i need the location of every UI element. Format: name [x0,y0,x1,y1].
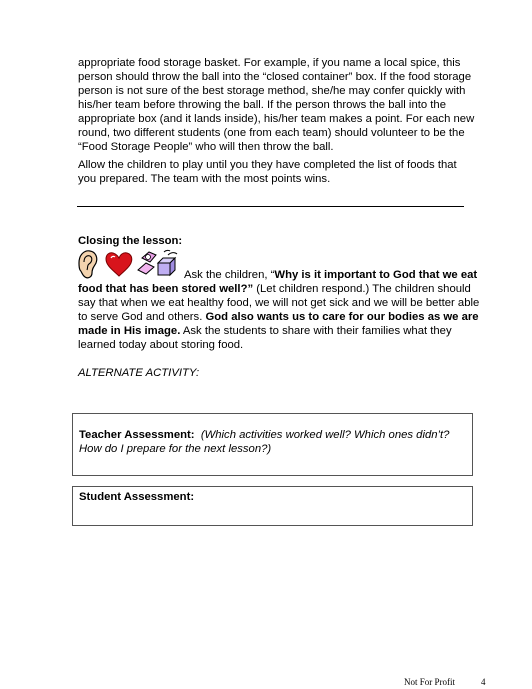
student-assessment-box[interactable] [72,486,473,526]
closing-heading: Closing the lesson: [78,235,183,247]
closing-text-intro: Ask the children, “ [184,269,275,281]
student-assessment-label: Student Assessment: [79,491,195,503]
teacher-assessment-box[interactable] [72,413,473,476]
activity-paragraph-1: appropriate food storage basket. For example, if you name a local spice, this person should throw the ball into the “closed container” box. If the food storage person is not sure of the best storage method, she/he may confer quickly with his/her team before throwing the ball. If the person throws the ball into the appropriate box (and it lands inside), his/her team makes a point. For each new round, two different students (one from each team) should volunteer to be the “Food Storage People” who will then throw the ball. [78,57,475,153]
closing-paragraph [78,268,482,352]
alternate-activity-heading: ALTERNATE ACTIVITY: [78,367,200,379]
activity-paragraph-2: Allow the children to play until you they have completed the list of foods that you prepared. The team with the most points wins. [78,159,457,185]
closing-text-middle: (Let children respond.) The children should say that when we eat healthy food, we will not get sick and we will be better able to serve God and others. [78,283,480,323]
page-number: 4 [481,677,486,687]
section-divider [77,206,464,207]
closing-text-end: Ask the students to share with their families what they learned today about storing food. [78,325,452,351]
closing-key-point: God also wants us to care for our bodies as we are made in His image. [78,311,479,337]
closing-question: Why is it important to God that we eat food that has been stored well?” [78,269,478,295]
teacher-assessment-prompt: (Which activities worked well? Which ones didn’t? How do I prepare for the next lesson?) [79,429,450,455]
footer-text: Not For Profit [404,677,456,687]
page-footer [404,675,486,689]
teacher-assessment-label: Teacher Assessment: [79,429,195,441]
